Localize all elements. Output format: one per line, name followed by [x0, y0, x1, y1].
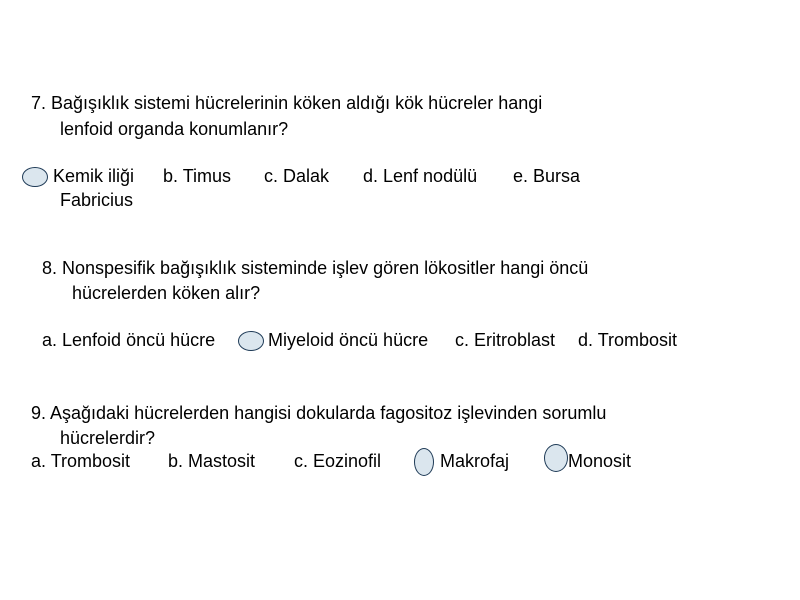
- q8-stem-line1: 8. Nonspesifik bağışıklık sisteminde işlev gören lökositler hangi öncü: [42, 258, 589, 278]
- q8-option-b[interactable]: Miyeloid öncü hücre: [268, 330, 429, 350]
- q7-stem-line2: lenfoid organda konumlanır?: [60, 119, 289, 139]
- q8-option-c[interactable]: c. Eritroblast: [455, 330, 556, 350]
- q9-option-d[interactable]: Makrofaj: [440, 451, 510, 471]
- q7-option-c[interactable]: c. Dalak: [264, 166, 330, 186]
- q8-option-d[interactable]: d. Trombosit: [578, 330, 678, 350]
- q8-option-a[interactable]: a. Lenfoid öncü hücre: [42, 330, 216, 350]
- q9-answer-marker-oval-d: [414, 448, 434, 476]
- q9-option-a[interactable]: a. Trombosit: [31, 451, 131, 471]
- q7-option-a[interactable]: Kemik iliği: [53, 166, 135, 186]
- q9-stem-line2: hücrelerdir?: [60, 428, 156, 448]
- q8-stem-line2: hücrelerden köken alır?: [72, 283, 261, 303]
- q9-option-b[interactable]: b. Mastosit: [168, 451, 256, 471]
- q8-answer-marker-oval: [238, 331, 264, 351]
- q7-option-e-continuation: Fabricius: [60, 190, 134, 210]
- q9-option-e[interactable]: Monosit: [568, 451, 632, 471]
- q9-stem-line1: 9. Aşağıdaki hücrelerden hangisi dokularda fagositoz işlevinden sorumlu: [31, 403, 607, 423]
- q9-answer-marker-oval-e: [544, 444, 568, 472]
- q9-option-c[interactable]: c. Eozinofil: [294, 451, 382, 471]
- q7-option-b[interactable]: b. Timus: [163, 166, 232, 186]
- q7-option-d[interactable]: d. Lenf nodülü: [363, 166, 478, 186]
- q7-option-e[interactable]: e. Bursa: [513, 166, 581, 186]
- q7-answer-marker-oval: [22, 167, 48, 187]
- q7-stem-line1: 7. Bağışıklık sistemi hücrelerinin köken aldığı kök hücreler hangi: [31, 93, 543, 113]
